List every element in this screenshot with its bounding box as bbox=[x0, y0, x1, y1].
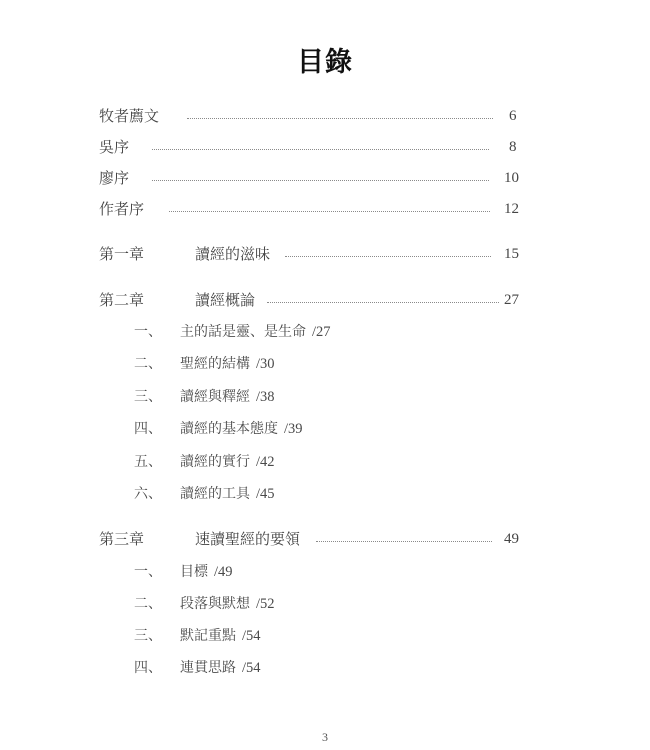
section-number: 四、 bbox=[134, 660, 162, 676]
entry-page-number: 10 bbox=[504, 170, 519, 186]
toc-entry-preface-liao[interactable] bbox=[99, 167, 519, 189]
page-number-footer: 3 bbox=[322, 730, 328, 744]
section-number: 四、 bbox=[134, 421, 162, 437]
section-title-with-page: 段落與默想 /52 bbox=[180, 596, 275, 612]
section-page: /54 bbox=[242, 660, 261, 676]
entry-label: 牧者薦文 bbox=[99, 107, 160, 125]
dot-leader bbox=[152, 149, 489, 150]
section-page: /54 bbox=[242, 628, 261, 644]
chapter-number: 第二章 bbox=[99, 291, 145, 309]
section-title-with-page: 默記重點 /54 bbox=[180, 628, 261, 644]
entry-page-number: 12 bbox=[504, 201, 519, 217]
page-title: 目錄 bbox=[297, 47, 353, 78]
section-page: /42 bbox=[256, 454, 275, 470]
chapter-page-number: 15 bbox=[504, 246, 519, 262]
section-title-with-page: 連貫思路 /54 bbox=[180, 660, 261, 676]
chapter-number: 第三章 bbox=[99, 530, 145, 548]
entry-label: 作者序 bbox=[99, 200, 145, 218]
section-page: /39 bbox=[284, 421, 303, 437]
section-number: 一、 bbox=[134, 564, 162, 580]
section-page: /45 bbox=[256, 486, 275, 502]
section-title-with-page: 讀經的實行 /42 bbox=[180, 454, 275, 470]
entry-page-number: 8 bbox=[509, 139, 517, 155]
dot-leader bbox=[169, 211, 490, 212]
section-title-with-page: 讀經與釋經 /38 bbox=[180, 389, 275, 405]
chapter-page-number: 49 bbox=[504, 531, 519, 547]
chapter-title: 讀經的滋味 bbox=[195, 245, 271, 263]
section-title-with-page: 讀經的工具 /45 bbox=[180, 486, 275, 502]
section-number: 一、 bbox=[134, 324, 162, 340]
section-number: 六、 bbox=[134, 486, 162, 502]
section-number: 三、 bbox=[134, 628, 162, 644]
dot-leader bbox=[285, 256, 491, 257]
entry-label: 吳序 bbox=[99, 138, 130, 156]
section-number: 二、 bbox=[134, 356, 162, 372]
chapter-title: 速讀聖經的要領 bbox=[195, 530, 301, 548]
section-number: 二、 bbox=[134, 596, 162, 612]
dot-leader bbox=[267, 302, 499, 303]
section-number: 三、 bbox=[134, 389, 162, 405]
section-page: /27 bbox=[312, 324, 331, 340]
toc-entry-preface-wu[interactable] bbox=[99, 136, 519, 158]
section-number: 五、 bbox=[134, 454, 162, 470]
entry-page-number: 6 bbox=[509, 108, 517, 124]
toc-chapter-2[interactable] bbox=[99, 289, 529, 311]
toc-entry-foreword[interactable] bbox=[99, 105, 519, 127]
section-title-with-page: 聖經的結構 /30 bbox=[180, 356, 275, 372]
section-title-with-page: 主的話是靈、是生命 /27 bbox=[180, 324, 331, 340]
toc-chapter-1[interactable] bbox=[99, 243, 519, 265]
dot-leader bbox=[187, 118, 493, 119]
section-title-with-page: 目標 /49 bbox=[180, 564, 233, 580]
chapter-page-number: 27 bbox=[504, 292, 519, 308]
toc-entry-author-preface[interactable] bbox=[99, 198, 519, 220]
section-page: /30 bbox=[256, 356, 275, 372]
dot-leader bbox=[152, 180, 489, 181]
toc-chapter-3[interactable] bbox=[99, 528, 529, 550]
section-title-with-page: 讀經的基本態度 /39 bbox=[180, 421, 303, 437]
chapter-title: 讀經概論 bbox=[195, 291, 256, 309]
section-page: /38 bbox=[256, 389, 275, 405]
section-page: /52 bbox=[256, 596, 275, 612]
dot-leader bbox=[316, 541, 492, 542]
section-page: /49 bbox=[214, 564, 233, 580]
entry-label: 廖序 bbox=[99, 169, 130, 187]
chapter-number: 第一章 bbox=[99, 245, 145, 263]
